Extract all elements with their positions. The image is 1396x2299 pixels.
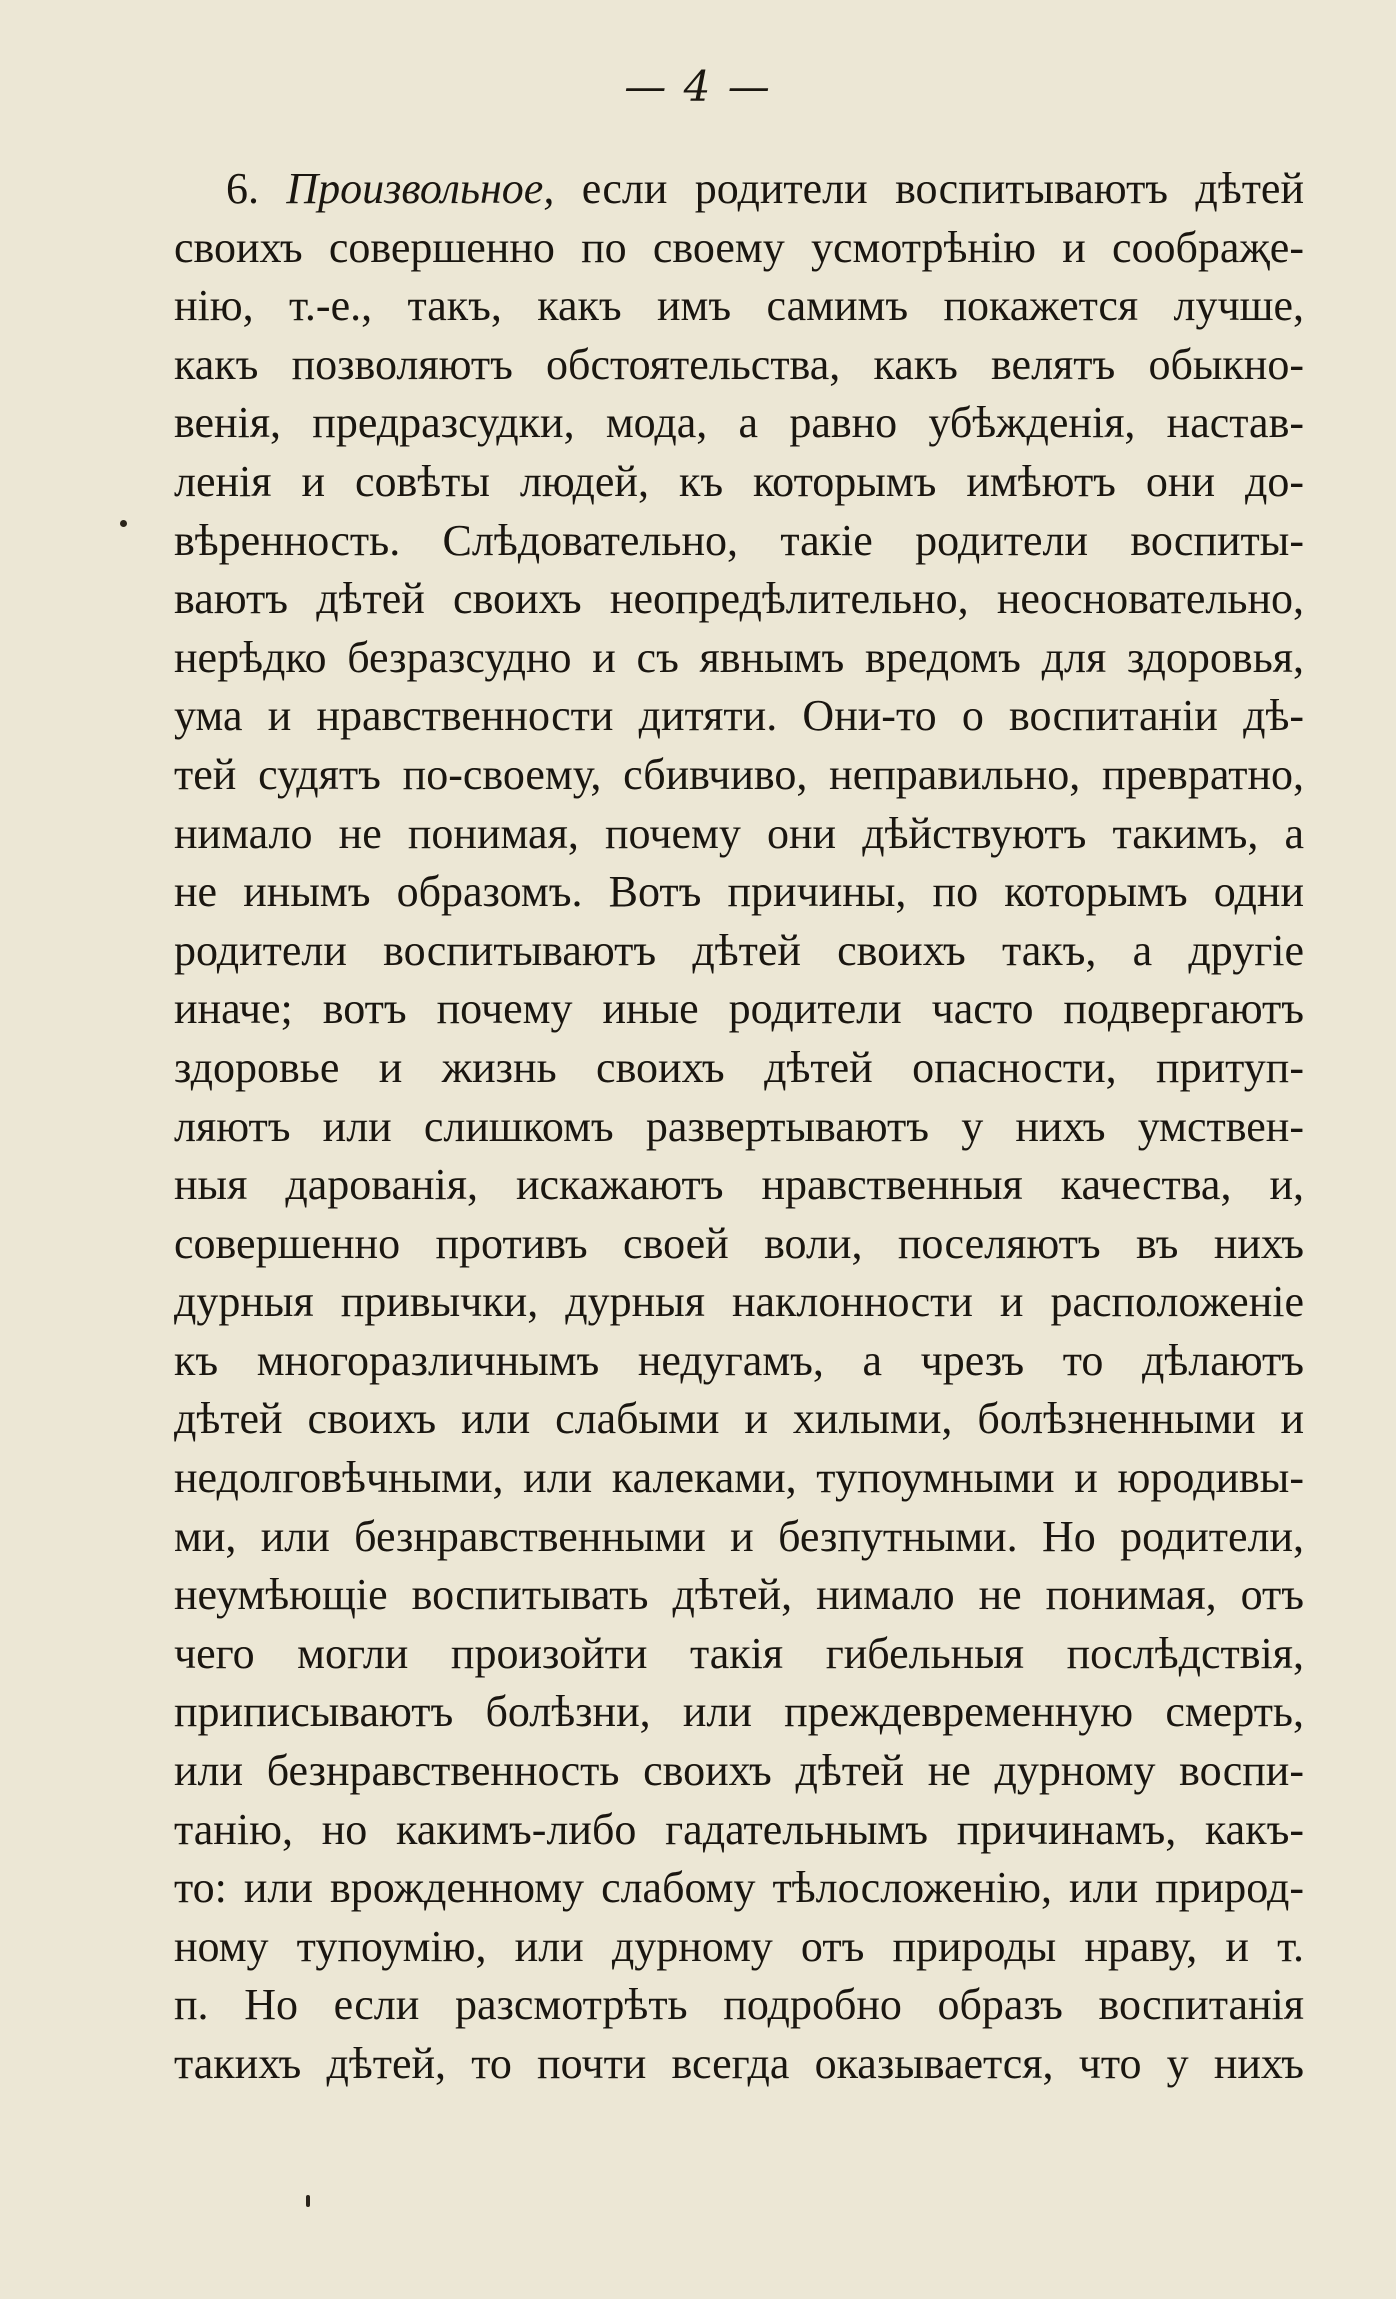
- text-line: недолговѣчными, или калеками, тупоумными и юродивы-: [174, 1453, 1304, 1503]
- text-line: такихъ дѣтей, то почти всегда оказывается, что у нихъ: [174, 2039, 1304, 2088]
- text-line: нимало не понимая, почему они дѣйствуютъ такимъ, а: [174, 808, 1304, 858]
- text-line: ленія и совѣты людей, къ которымъ имѣютъ они до-: [174, 456, 1304, 506]
- text-line: чего могли произойти такія гибельныя послѣдствія,: [174, 1628, 1304, 1678]
- text-line: своихъ совершенно по своему усмотрѣнію и сообраҗе-: [174, 222, 1304, 272]
- page-number: — 4 —: [624, 62, 772, 111]
- text-line: къ многоразличнымъ недугамъ, а чрезъ то дѣлаютъ: [174, 1335, 1304, 1385]
- paragraph-first-line: [174, 160, 1304, 219]
- text-line: здоровье и жизнь своихъ дѣтей опасности, притуп-: [174, 1042, 1304, 1092]
- text-line: дѣтей своихъ или слабыми и хилыми, болѣзненными и: [174, 1394, 1304, 1444]
- text-line: ляютъ или слишкомъ развертываютъ у нихъ умствен-: [174, 1101, 1304, 1151]
- text-line: ума и нравственности дитяти. Они-то о воспитаніи дѣ-: [174, 691, 1304, 741]
- text-line: какъ позволяютъ обстоятельства, какъ велятъ обыкно-: [174, 339, 1304, 389]
- text-line: ваютъ дѣтей своихъ неопредѣлительно, неосновательно,: [174, 574, 1304, 624]
- text-line: ми, или безнравственными и безпутными. Но родители,: [174, 1511, 1304, 1561]
- text-line: совершенно противъ своей воли, поселяютъ въ нихъ: [174, 1218, 1304, 1268]
- text-line: не инымъ образомъ. Вотъ причины, по которымъ одни: [174, 867, 1304, 917]
- paragraph-term: Произвольное,: [286, 164, 555, 213]
- text-line: или безнравственность своихъ дѣтей не дурному воспи-: [174, 1746, 1304, 1796]
- text-line: неумѣющіе воспитывать дѣтей, нимало не понимая, отъ: [174, 1570, 1304, 1620]
- text-line: иначе; вотъ почему иные родители часто подвергаютъ: [174, 984, 1304, 1034]
- text-line: если родители воспитываютъ дѣтей: [581, 164, 1304, 213]
- text-line: дурныя привычки, дурныя наклонности и расположеніе: [174, 1277, 1304, 1327]
- margin-speck: [306, 2195, 310, 2207]
- paragraph-marker: 6.: [226, 164, 259, 213]
- text-line: п. Но если разсмотрѣть подробно образъ воспитанія: [174, 1980, 1304, 2030]
- text-line: ному тупоумію, или дурному отъ природы нраву, и т.: [174, 1921, 1304, 1971]
- text-line: нерѣдко безразсудно и съ явнымъ вредомъ для здоровья,: [174, 632, 1304, 682]
- margin-speck: [120, 520, 127, 527]
- text-line: ныя дарованія, искажаютъ нравственныя качества, и,: [174, 1160, 1304, 1210]
- text-line: танію, но какимъ-либо гадательнымъ причинамъ, какъ-: [174, 1804, 1304, 1854]
- text-line: вѣренность. Слѣдовательно, такіе родители воспиты-: [174, 515, 1304, 565]
- text-line: приписываютъ болѣзни, или преждевременную смерть,: [174, 1687, 1304, 1737]
- text-line: то: или врожденному слабому тѣлосложенію, или природ-: [174, 1863, 1304, 1913]
- paragraph-body: [174, 160, 1304, 2094]
- text-line: венія, предразсудки, мода, а равно убѣжденія, настав-: [174, 398, 1304, 448]
- text-line: нію, т.-е., такъ, какъ имъ самимъ покажется лучше,: [174, 281, 1304, 331]
- text-line: тей судятъ по-своему, сбивчиво, неправильно, превратно,: [174, 749, 1304, 799]
- text-line: родители воспитываютъ дѣтей своихъ такъ, а другіе: [174, 925, 1304, 975]
